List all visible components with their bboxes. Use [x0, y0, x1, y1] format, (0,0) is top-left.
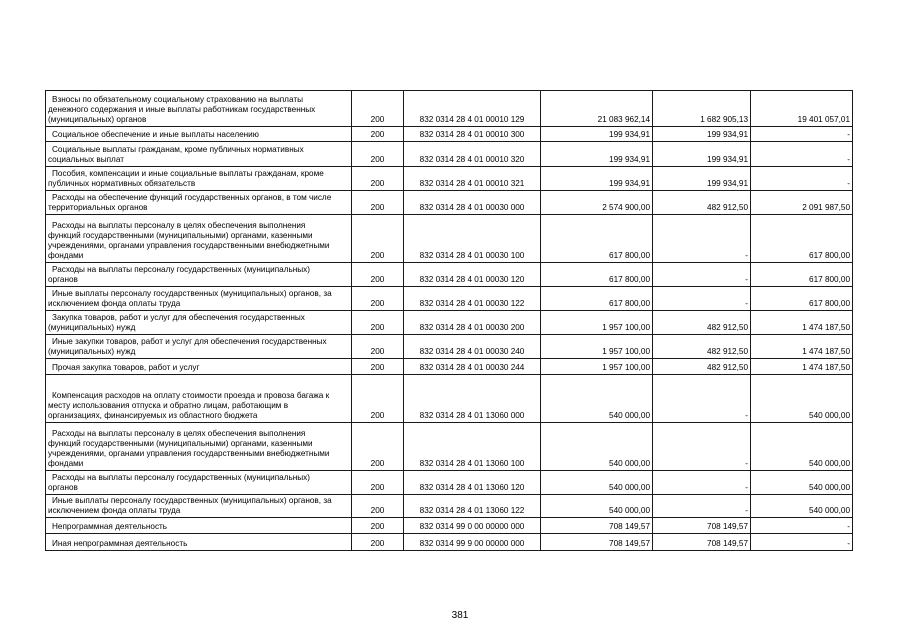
amount-1-cell: 1 957 100,00: [541, 359, 653, 375]
amount-2-cell: 482 912,50: [653, 359, 751, 375]
amount-3-cell: 2 091 987,50: [751, 191, 853, 215]
amount-3-cell: 1 474 187,50: [751, 359, 853, 375]
table-row: [46, 495, 853, 518]
amount-2-cell: -: [653, 495, 751, 518]
line-code-cell: 200: [352, 127, 404, 142]
amount-2-cell: -: [653, 471, 751, 495]
table-row: [46, 287, 853, 311]
table-row: [46, 518, 853, 534]
amount-2-cell: 708 149,57: [653, 534, 751, 551]
line-code-cell: 200: [352, 471, 404, 495]
amount-3-cell: 540 000,00: [751, 423, 853, 471]
amount-1-cell: 21 083 962,14: [541, 91, 653, 127]
row-name-cell: Расходы на выплаты персоналу государственных (муниципальных) органов: [46, 471, 352, 495]
line-code-cell: 200: [352, 263, 404, 287]
budget-classification-code-cell: 832 0314 28 4 01 00030 244: [404, 359, 541, 375]
budget-classification-code-cell: 832 0314 28 4 01 00010 300: [404, 127, 541, 142]
row-name-cell: Расходы на выплаты персоналу в целях обеспечения выполнения функций государственными (муниципальными) органами, казенными учреждениями, органами управления государственными внебюджетными фондами: [46, 423, 352, 471]
row-name-cell: Расходы на выплаты персоналу государственных (муниципальных) органов: [46, 263, 352, 287]
amount-2-cell: 482 912,50: [653, 311, 751, 335]
amount-2-cell: 199 934,91: [653, 167, 751, 191]
row-name-cell: Взносы по обязательному социальному страхованию на выплаты денежного содержания и иные выплаты работникам государственных (муниципальных) органов: [46, 91, 352, 127]
amount-3-cell: 540 000,00: [751, 471, 853, 495]
table-row: [46, 142, 853, 167]
table-body: [46, 91, 853, 551]
line-code-cell: 200: [352, 495, 404, 518]
budget-execution-table: [45, 90, 853, 551]
amount-3-cell: 617 800,00: [751, 263, 853, 287]
amount-3-cell: -: [751, 167, 853, 191]
line-code-cell: 200: [352, 311, 404, 335]
amount-1-cell: 2 574 900,00: [541, 191, 653, 215]
amount-1-cell: 540 000,00: [541, 495, 653, 518]
table-row: [46, 215, 853, 263]
page-number: 381: [451, 610, 469, 621]
line-code-cell: 200: [352, 518, 404, 534]
table-row: [46, 167, 853, 191]
amount-3-cell: 1 474 187,50: [751, 335, 853, 359]
amount-3-cell: 1 474 187,50: [751, 311, 853, 335]
amount-3-cell: 540 000,00: [751, 375, 853, 423]
row-name-cell: Непрограммная деятельность: [46, 518, 352, 534]
table-row: [46, 375, 853, 423]
amount-3-cell: 540 000,00: [751, 495, 853, 518]
amount-2-cell: -: [653, 215, 751, 263]
budget-classification-code-cell: 832 0314 99 0 00 00000 000: [404, 518, 541, 534]
row-name-cell: Расходы на выплаты персоналу в целях обеспечения выполнения функций государственными (муниципальными) органами, казенными учреждениями, органами управления государственными внебюджетными фондами: [46, 215, 352, 263]
amount-3-cell: -: [751, 534, 853, 551]
line-code-cell: 200: [352, 534, 404, 551]
amount-1-cell: 199 934,91: [541, 142, 653, 167]
amount-1-cell: 199 934,91: [541, 167, 653, 191]
amount-1-cell: 617 800,00: [541, 287, 653, 311]
table-row: [46, 91, 853, 127]
budget-classification-code-cell: 832 0314 28 4 01 00010 320: [404, 142, 541, 167]
row-name-cell: Закупка товаров, работ и услуг для обеспечения государственных (муниципальных) нужд: [46, 311, 352, 335]
line-code-cell: 200: [352, 287, 404, 311]
amount-1-cell: 708 149,57: [541, 534, 653, 551]
amount-1-cell: 708 149,57: [541, 518, 653, 534]
amount-1-cell: 199 934,91: [541, 127, 653, 142]
amount-1-cell: 540 000,00: [541, 423, 653, 471]
line-code-cell: 200: [352, 215, 404, 263]
row-name-cell: Иная непрограммная деятельность: [46, 534, 352, 551]
table-row: [46, 359, 853, 375]
table-row: [46, 191, 853, 215]
budget-classification-code-cell: 832 0314 28 4 01 00010 321: [404, 167, 541, 191]
amount-3-cell: 617 800,00: [751, 215, 853, 263]
amount-1-cell: 617 800,00: [541, 263, 653, 287]
amount-3-cell: -: [751, 518, 853, 534]
table-row: [46, 335, 853, 359]
budget-classification-code-cell: 832 0314 28 4 01 00030 200: [404, 311, 541, 335]
line-code-cell: 200: [352, 91, 404, 127]
amount-1-cell: 617 800,00: [541, 215, 653, 263]
amount-2-cell: -: [653, 263, 751, 287]
amount-2-cell: 1 682 905,13: [653, 91, 751, 127]
amount-1-cell: 540 000,00: [541, 471, 653, 495]
line-code-cell: 200: [352, 359, 404, 375]
row-name-cell: Иные выплаты персоналу государственных (муниципальных) органов, за исключением фонда оплаты труда: [46, 287, 352, 311]
budget-classification-code-cell: 832 0314 28 4 01 00030 122: [404, 287, 541, 311]
amount-1-cell: 1 957 100,00: [541, 335, 653, 359]
table-row: [46, 534, 853, 551]
table-row: [46, 423, 853, 471]
row-name-cell: Социальное обеспечение и иные выплаты населению: [46, 127, 352, 142]
amount-2-cell: 199 934,91: [653, 142, 751, 167]
budget-classification-code-cell: 832 0314 99 9 00 00000 000: [404, 534, 541, 551]
line-code-cell: 200: [352, 423, 404, 471]
amount-3-cell: -: [751, 142, 853, 167]
table-row: [46, 311, 853, 335]
amount-3-cell: 19 401 057,01: [751, 91, 853, 127]
amount-2-cell: -: [653, 423, 751, 471]
amount-2-cell: -: [653, 287, 751, 311]
amount-2-cell: 482 912,50: [653, 191, 751, 215]
budget-classification-code-cell: 832 0314 28 4 01 00030 120: [404, 263, 541, 287]
line-code-cell: 200: [352, 191, 404, 215]
line-code-cell: 200: [352, 335, 404, 359]
budget-classification-code-cell: 832 0314 28 4 01 13060 100: [404, 423, 541, 471]
table-row: [46, 471, 853, 495]
row-name-cell: Прочая закупка товаров, работ и услуг: [46, 359, 352, 375]
row-name-cell: Иные закупки товаров, работ и услуг для обеспечения государственных (муниципальных) нужд: [46, 335, 352, 359]
amount-2-cell: 199 934,91: [653, 127, 751, 142]
amount-2-cell: 482 912,50: [653, 335, 751, 359]
budget-classification-code-cell: 832 0314 28 4 01 00030 240: [404, 335, 541, 359]
amount-1-cell: 540 000,00: [541, 375, 653, 423]
budget-classification-code-cell: 832 0314 28 4 01 00010 129: [404, 91, 541, 127]
budget-classification-code-cell: 832 0314 28 4 01 13060 122: [404, 495, 541, 518]
amount-3-cell: 617 800,00: [751, 287, 853, 311]
row-name-cell: Расходы на обеспечение функций государственных органов, в том числе территориальных органов: [46, 191, 352, 215]
table-row: [46, 127, 853, 142]
amount-1-cell: 1 957 100,00: [541, 311, 653, 335]
row-name-cell: Пособия, компенсации и иные социальные выплаты гражданам, кроме публичных нормативных обязательств: [46, 167, 352, 191]
amount-3-cell: -: [751, 127, 853, 142]
amount-2-cell: 708 149,57: [653, 518, 751, 534]
row-name-cell: Иные выплаты персоналу государственных (муниципальных) органов, за исключением фонда оплаты труда: [46, 495, 352, 518]
amount-2-cell: -: [653, 375, 751, 423]
line-code-cell: 200: [352, 167, 404, 191]
table-row: [46, 263, 853, 287]
budget-classification-code-cell: 832 0314 28 4 01 13060 120: [404, 471, 541, 495]
row-name-cell: Компенсация расходов на оплату стоимости проезда и провоза багажа к месту использования отпуска и обратно лицам, работающим в организациях, финансируемых из областного бюджета: [46, 375, 352, 423]
line-code-cell: 200: [352, 375, 404, 423]
budget-classification-code-cell: 832 0314 28 4 01 00030 100: [404, 215, 541, 263]
budget-classification-code-cell: 832 0314 28 4 01 00030 000: [404, 191, 541, 215]
row-name-cell: Социальные выплаты гражданам, кроме публичных нормативных социальных выплат: [46, 142, 352, 167]
budget-classification-code-cell: 832 0314 28 4 01 13060 000: [404, 375, 541, 423]
line-code-cell: 200: [352, 142, 404, 167]
